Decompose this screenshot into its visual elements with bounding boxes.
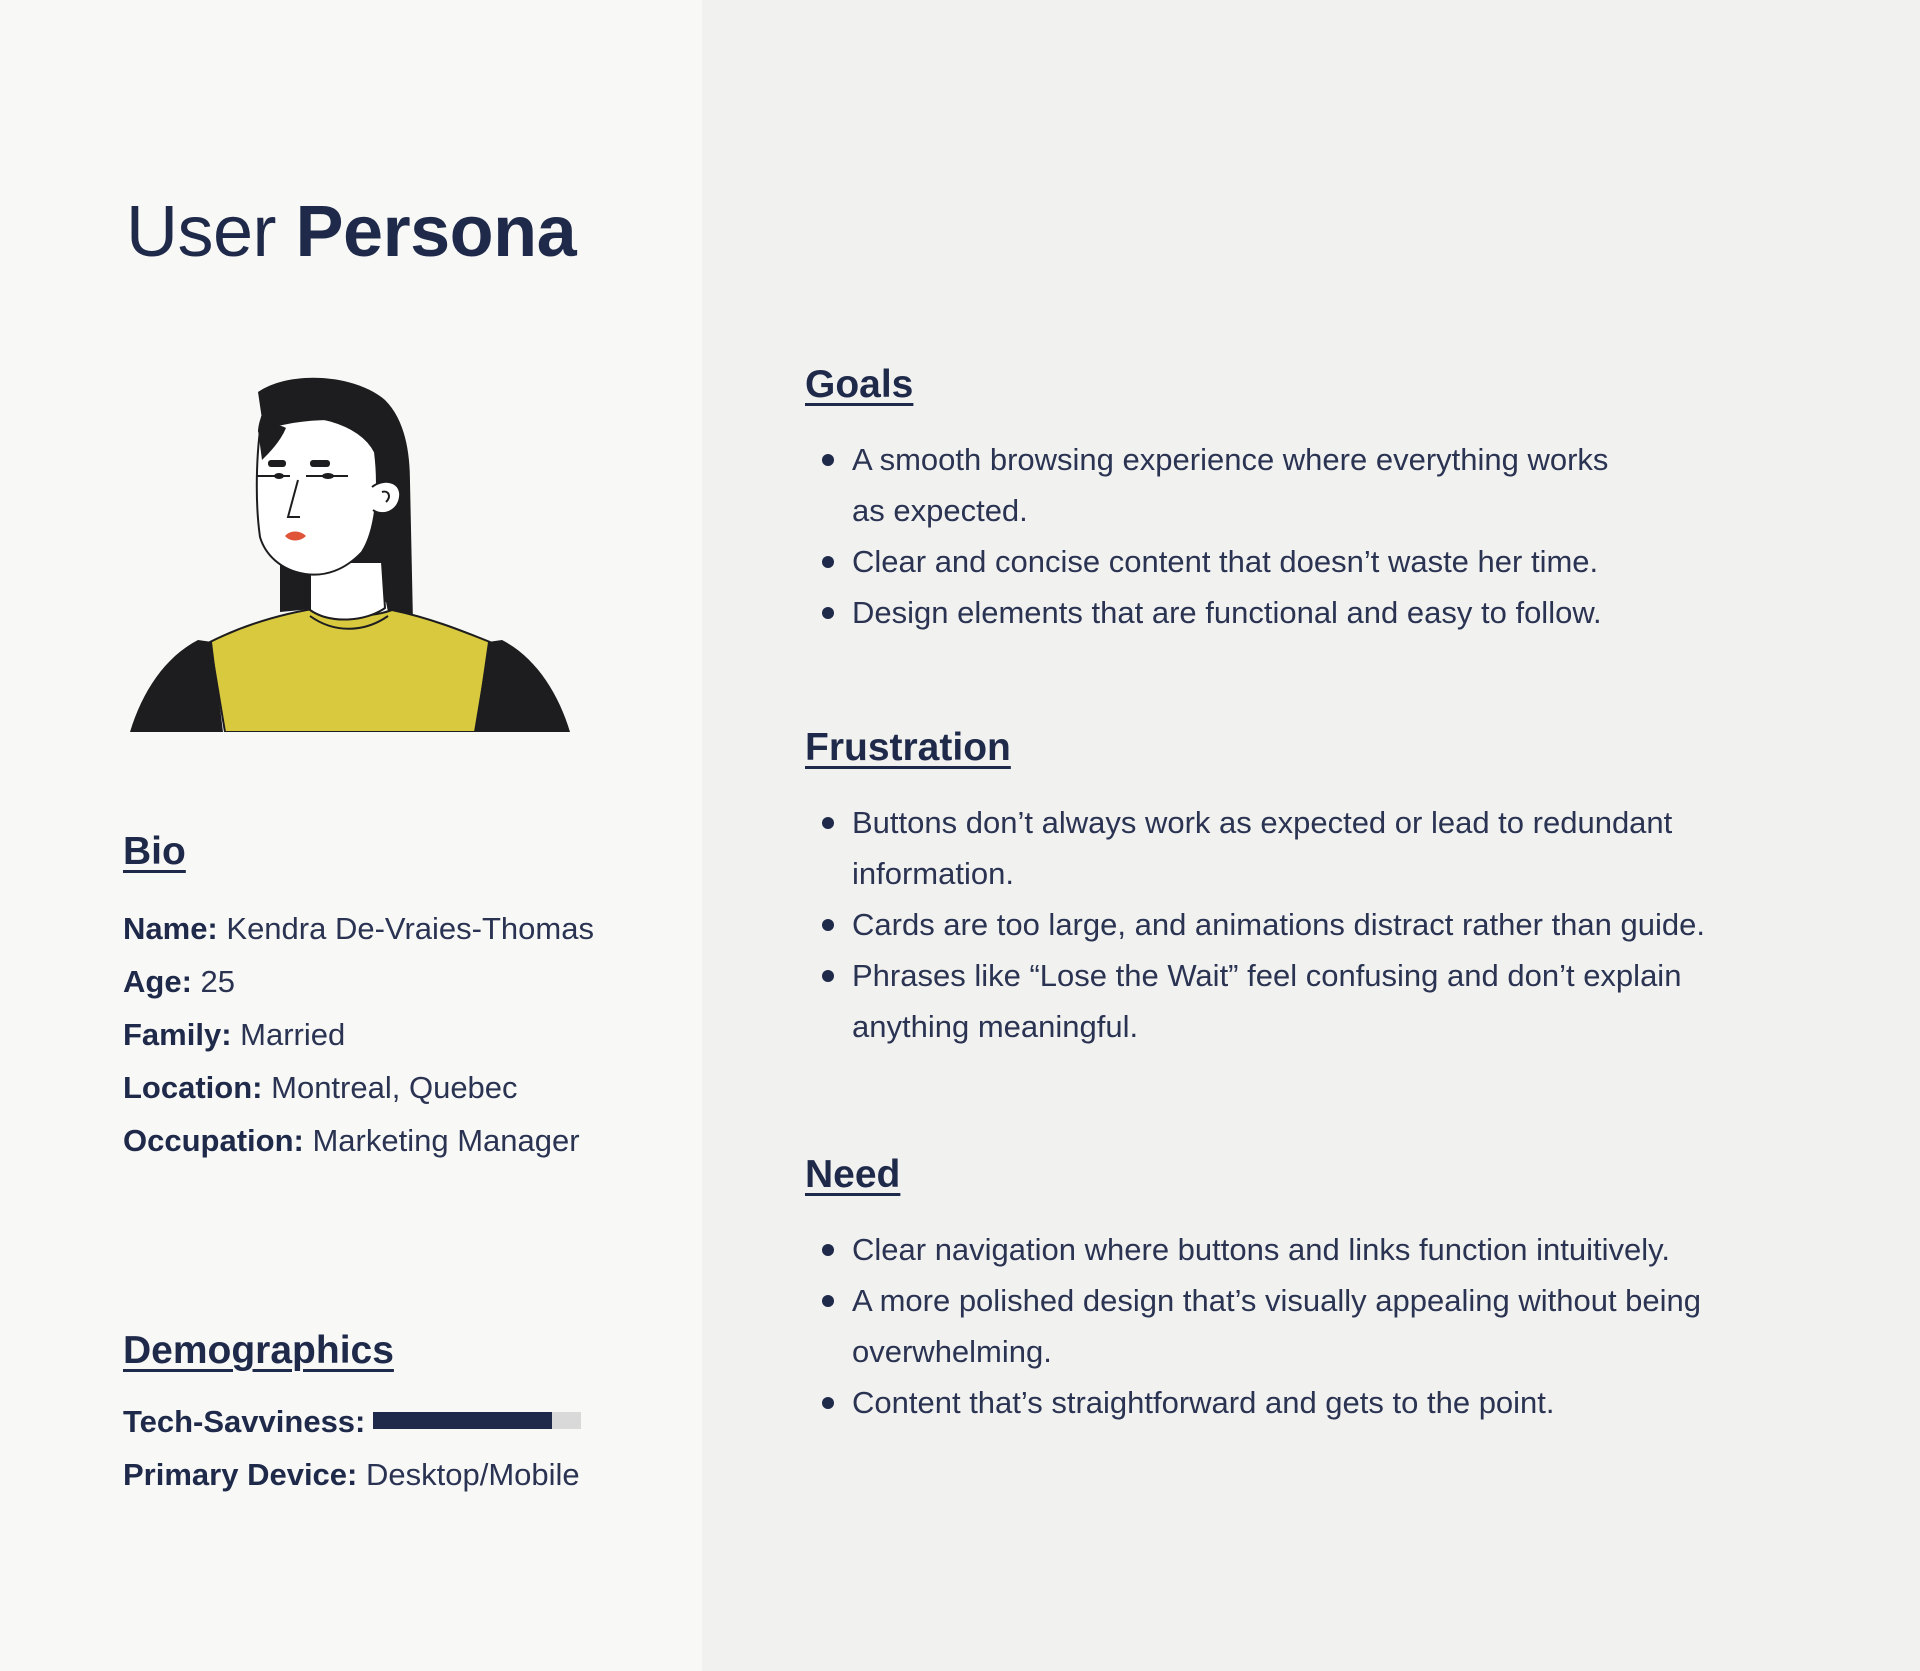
page-title xyxy=(126,192,576,272)
bio-family-value: Married xyxy=(240,1017,346,1052)
right-brow xyxy=(310,460,330,467)
goals-item: A smooth browsing experience where everything works as expected. xyxy=(805,434,1745,536)
bio-age-value: 25 xyxy=(200,964,235,999)
page-title-light: User xyxy=(126,192,277,272)
bio-name-label: Name: xyxy=(123,911,218,946)
goals-list xyxy=(805,434,1745,638)
need-item: Clear navigation where buttons and links function intuitively. xyxy=(805,1224,1745,1275)
frustration-item: Buttons don’t always work as expected or lead to redundant information. xyxy=(805,797,1745,899)
left-sleeve xyxy=(130,640,223,732)
tech-savviness-row xyxy=(123,1395,581,1448)
primary-device-label: Primary Device: xyxy=(123,1457,358,1492)
frustration-item: Phrases like “Lose the Wait” feel confusing and don’t explain anything meaningful. xyxy=(805,950,1745,1052)
bio-location-value: Montreal, Quebec xyxy=(271,1070,518,1105)
tech-savviness-bar xyxy=(373,1412,581,1429)
demographics-list xyxy=(123,1395,581,1501)
shirt xyxy=(210,607,490,732)
need-list xyxy=(805,1224,1745,1428)
need-heading: Need xyxy=(805,1153,901,1196)
need-item: A more polished design that’s visually appealing without being overwhelming. xyxy=(805,1275,1745,1377)
left-brow xyxy=(268,460,286,467)
woman-avatar-illustration xyxy=(130,372,570,732)
frustration-list xyxy=(805,797,1745,1052)
primary-device-value: Desktop/Mobile xyxy=(366,1457,580,1492)
bio-family-label: Family: xyxy=(123,1017,232,1052)
goals-item: Design elements that are functional and easy to follow. xyxy=(805,587,1745,638)
tech-savviness-label: Tech-Savviness: xyxy=(123,1404,366,1439)
bio-location-label: Location: xyxy=(123,1070,263,1105)
frustration-heading: Frustration xyxy=(805,726,1011,769)
bio-location-row xyxy=(123,1061,594,1114)
goals-heading: Goals xyxy=(805,363,914,406)
page-title-bold: Persona xyxy=(295,192,577,272)
bio-list xyxy=(123,902,594,1167)
bio-family-row xyxy=(123,1008,594,1061)
bio-name-row xyxy=(123,902,594,955)
bio-occupation-label: Occupation: xyxy=(123,1123,304,1158)
bio-occupation-value: Marketing Manager xyxy=(312,1123,580,1158)
bio-age-label: Age: xyxy=(123,964,192,999)
bio-name-value: Kendra De-Vraies-Thomas xyxy=(226,911,594,946)
tech-savviness-fill xyxy=(373,1412,552,1429)
primary-device-row xyxy=(123,1448,581,1501)
demographics-heading: Demographics xyxy=(123,1329,394,1372)
frustration-item: Cards are too large, and animations distract rather than guide. xyxy=(805,899,1745,950)
bio-age-row xyxy=(123,955,594,1008)
goals-item: Clear and concise content that doesn’t waste her time. xyxy=(805,536,1745,587)
need-item: Content that’s straightforward and gets to the point. xyxy=(805,1377,1745,1428)
bio-heading: Bio xyxy=(123,830,186,873)
right-sleeve xyxy=(475,640,570,732)
bio-occupation-row xyxy=(123,1114,594,1167)
